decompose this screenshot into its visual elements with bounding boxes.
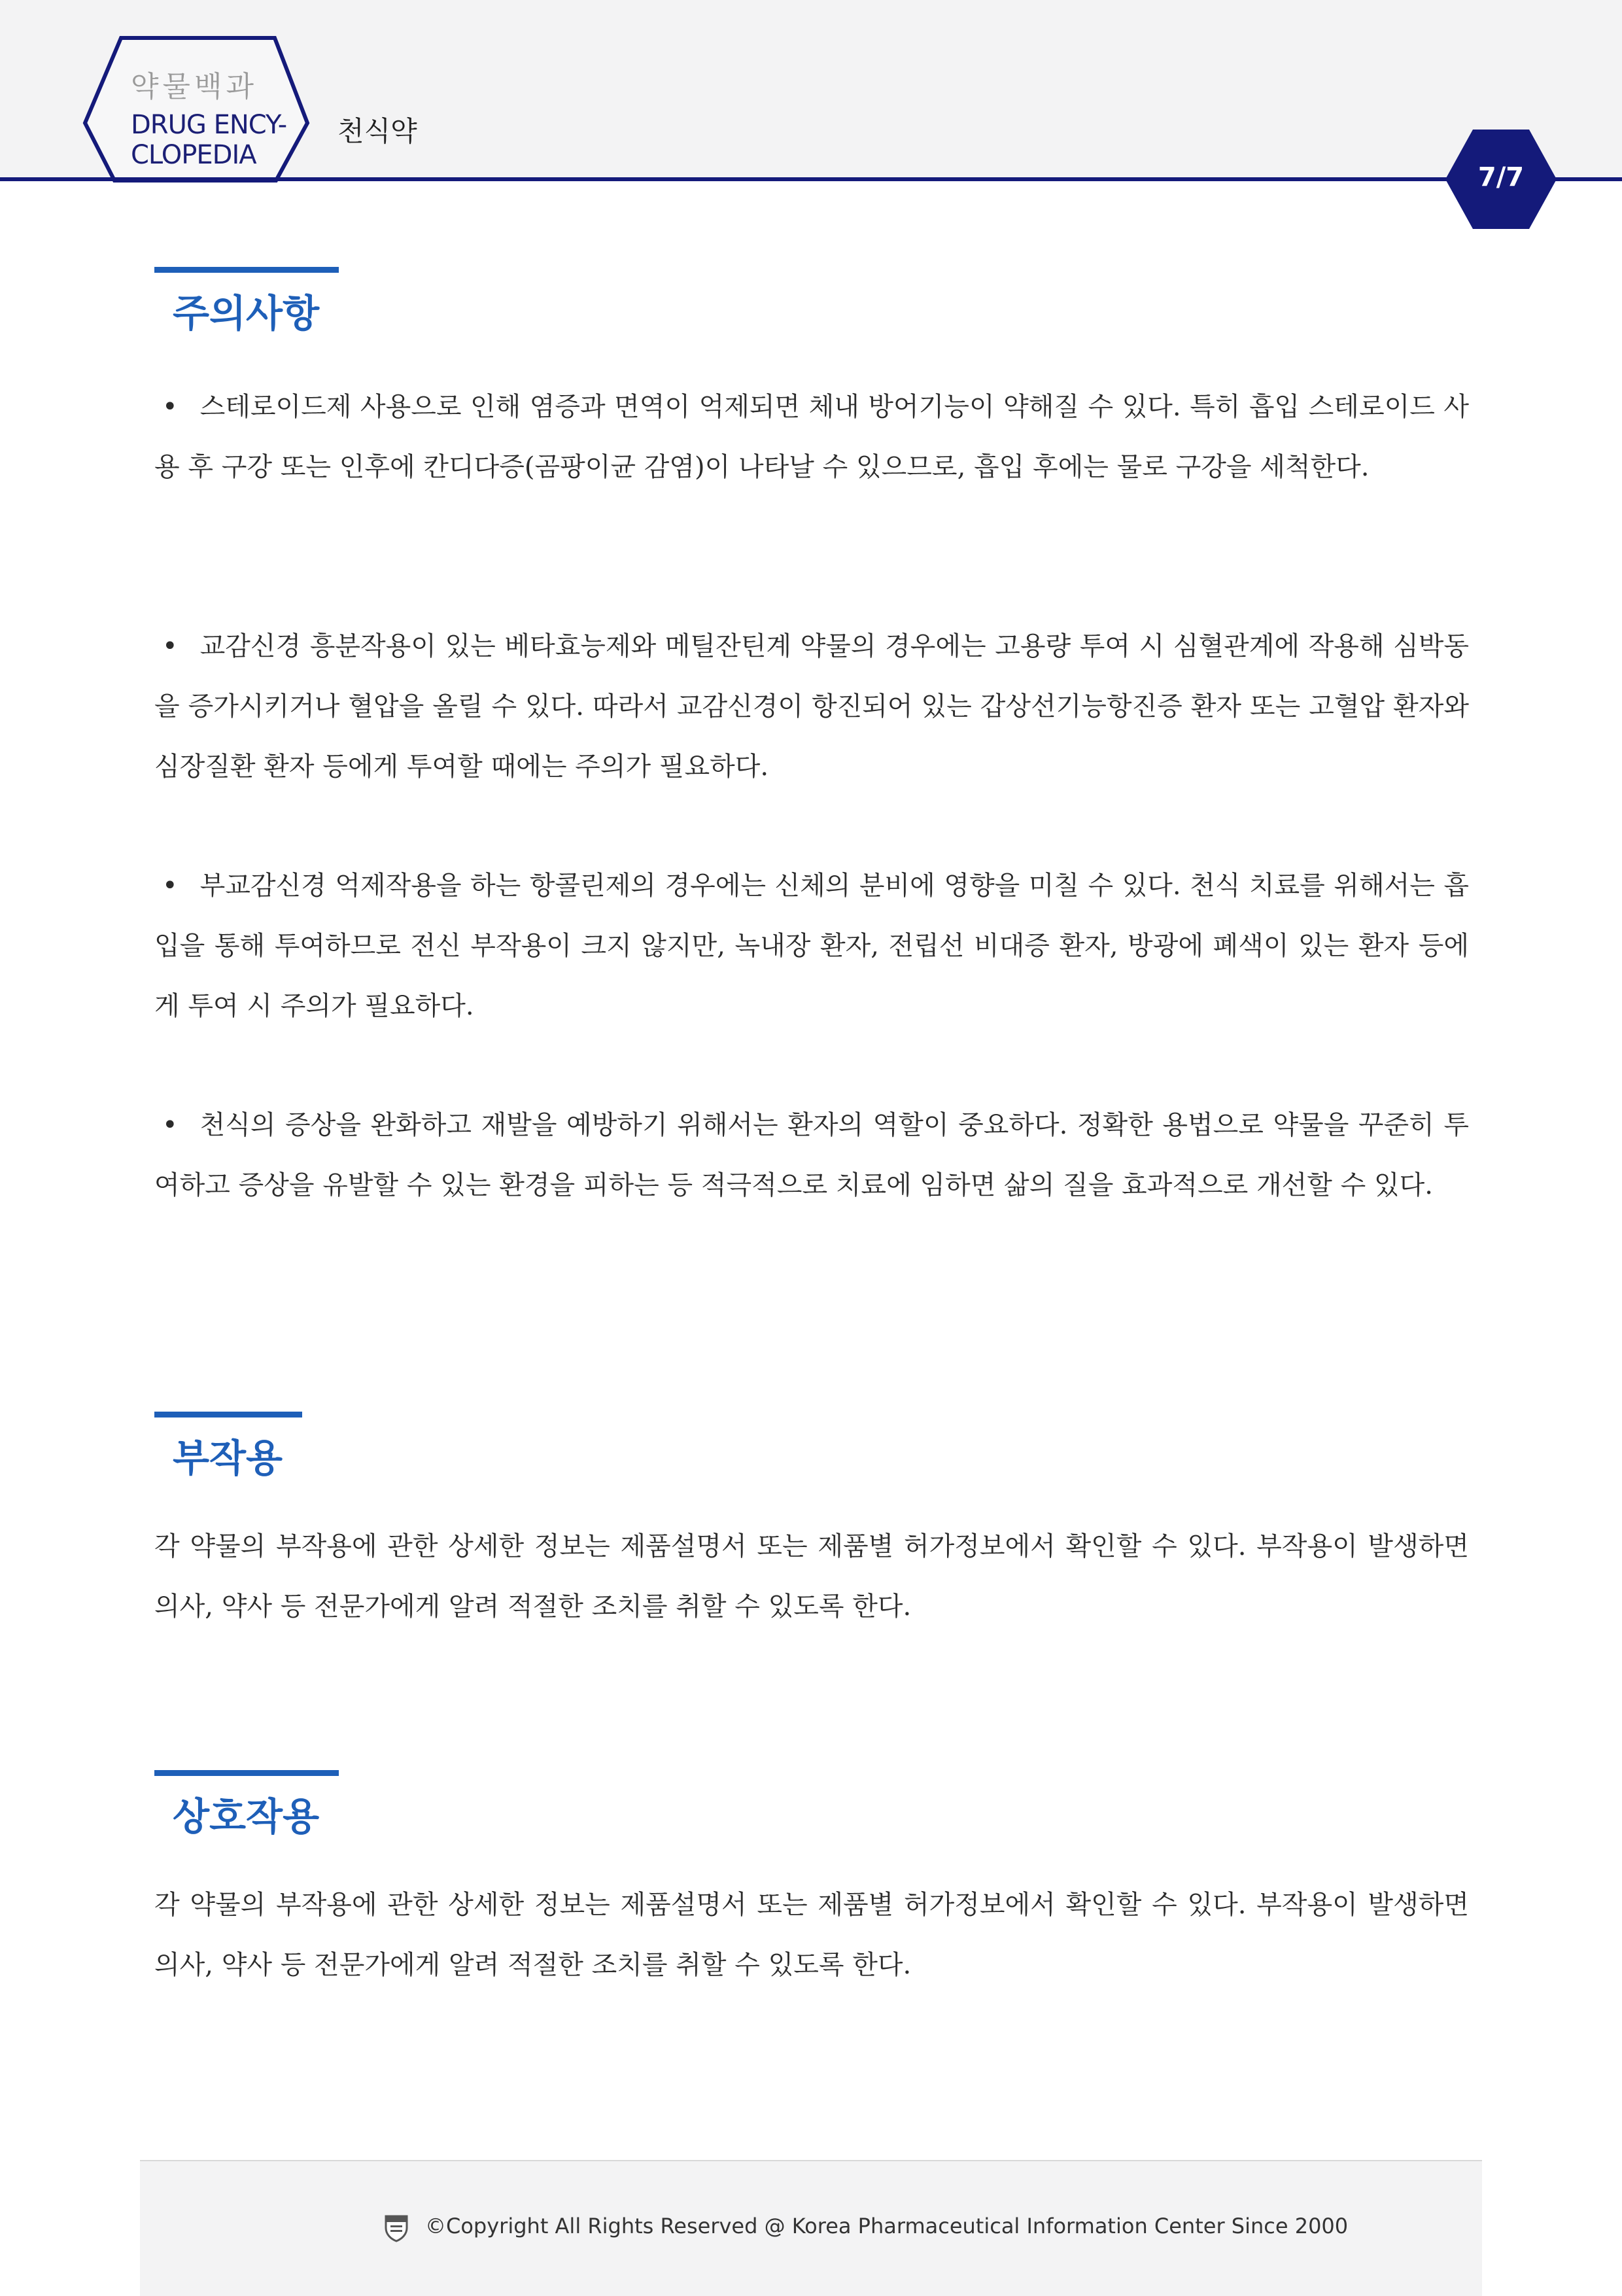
interactions-paragraph: 각 약물의 부작용에 관한 상세한 정보는 제품설명서 또는 제품별 허가정보에서 확인할 수 있다. 부작용이 발생하면 의사, 약사 등 전문가에게 알려 적절한 조치를 취할 수 있도록 한다. [154, 1890, 1469, 1980]
section-title-precautions: 주의사항 [173, 291, 320, 336]
precaution-paragraph-4 [154, 1095, 1469, 1215]
bullet-icon: • [162, 631, 178, 661]
precaution-paragraph-2 [154, 616, 1469, 797]
precaution-text-2: 교감신경 흥분작용이 있는 베타효능제와 메틸잔틴계 약물의 경우에는 고용량 투여 시 심혈관계에 작용해 심박동을 증가시키거나 혈압을 올릴 수 있다. 따라서 교감신경이 항진되어 있는 갑상선기능항진증 환자 또는 고혈압 환자와 심장질환 환자 등에게 투여할 때에는 주의가 필요하다. [154, 631, 1469, 782]
precaution-text-3: 부교감신경 억제작용을 하는 항콜린제의 경우에는 신체의 분비에 영향을 미칠 수 있다. 천식 치료를 위해서는 흡입을 통해 투여하므로 전신 부작용이 크지 않지만, 녹내장 환자, 전립선 비대증 환자, 방광에 폐색이 있는 환자 등에게 투여 시 주의가 필요하다. [154, 871, 1469, 1021]
section-title-side-effects: 부작용 [173, 1436, 283, 1480]
section-bar-precautions [154, 267, 339, 273]
logo-english-line2: CLOPEDIA [131, 140, 256, 170]
precaution-text-4: 천식의 증상을 완화하고 재발을 예방하기 위해서는 환자의 역할이 중요하다. 정확한 용법으로 약물을 꾸준히 투여하고 증상을 유발할 수 있는 환경을 피하는 등 적극적으로 치료에 임하면 삶의 질을 효과적으로 개선할 수 있다. [154, 1110, 1469, 1200]
header-section-name: 천식약 [337, 115, 417, 147]
footer-copyright: ©Copyright All Rights Reserved @ Korea Pharmaceutical Information Center Since 2000 [425, 2214, 1349, 2238]
bullet-icon: • [162, 871, 178, 901]
section-bar-side-effects [154, 1412, 302, 1418]
logo-korean: 약물백과 [131, 70, 258, 103]
bullet-icon: • [162, 392, 178, 422]
section-bar-interactions [154, 1770, 339, 1776]
side-effects-paragraph: 각 약물의 부작용에 관한 상세한 정보는 제품설명서 또는 제품별 허가정보에서 확인할 수 있다. 부작용이 발생하면 의사, 약사 등 전문가에게 알려 적절한 조치를 취할 수 있도록 한다. [154, 1531, 1469, 1622]
precaution-text-1: 스테로이드제 사용으로 인해 염증과 면역이 억제되면 체내 방어기능이 약해질 수 있다. 특히 흡입 스테로이드 사용 후 구강 또는 인후에 칸디다증(곰팡이균 감염)이 나타날 수 있으므로, 흡입 후에는 물로 구강을 세척한다. [154, 392, 1469, 482]
precaution-paragraph-1 [154, 377, 1469, 497]
precaution-paragraph-3 [154, 856, 1469, 1036]
logo-english-line1: DRUG ENCY- [131, 110, 287, 140]
bullet-icon: • [162, 1110, 178, 1140]
page-indicator: 7/7 [1477, 162, 1525, 192]
section-title-interactions: 상호작용 [173, 1794, 320, 1839]
kpic-emblem-icon [381, 2212, 412, 2244]
